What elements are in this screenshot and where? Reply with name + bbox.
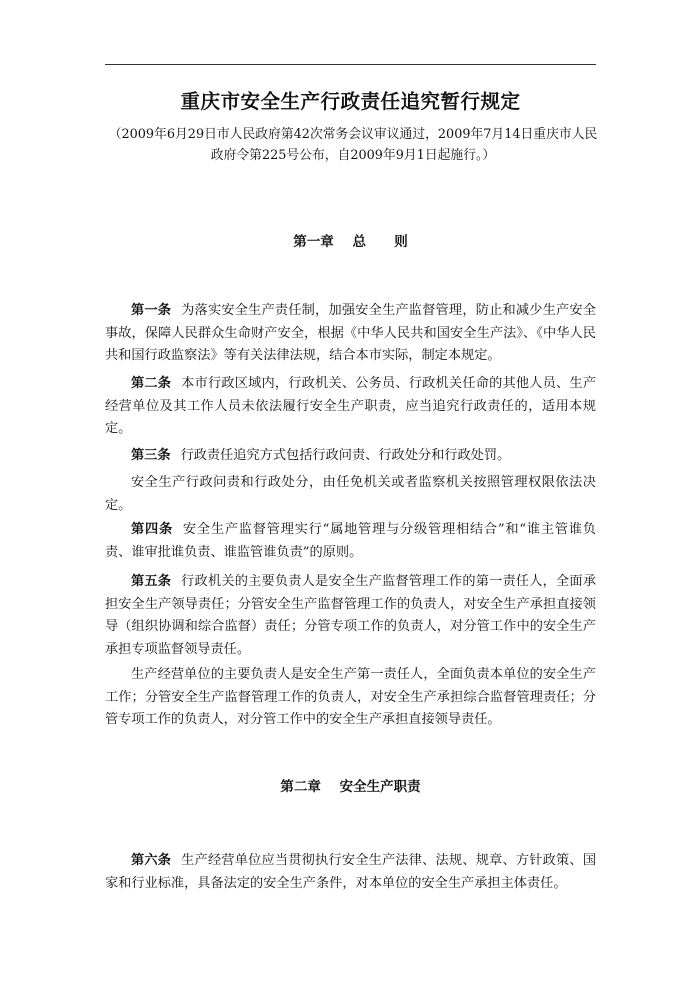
article-2 — [105, 373, 596, 441]
article-5 — [105, 571, 596, 661]
article-3-text: 行政责任追究方式包括行政问责、行政处分和行政处罚。 — [180, 448, 511, 463]
article-1 — [105, 300, 596, 368]
article-3-paragraph-2: 安全生产行政问责和行政处分，由任免机关或者监察机关按照管理权限依法决定。 — [105, 475, 596, 513]
article-2-text: 本市行政区域内，行政机关、公务员、行政机关任命的其他人员、生产经营单位及其工作人员未依法履行安全生产职责，应当追究行政责任的，适用本规定。 — [105, 376, 597, 437]
article-6-heading: 第六条 — [131, 853, 172, 868]
article-1-heading: 第一条 — [131, 303, 172, 318]
article-3 — [105, 445, 596, 468]
chapter-2-title: 第二章 安全生产职责 — [280, 779, 421, 795]
article-4-text: 安全生产监督管理实行“属地管理与分级管理相结合”和“谁主管谁负责、谁审批谁负责、谁监管谁负责”的原则。 — [105, 522, 596, 560]
article-1-text: 为落实安全生产责任制，加强安全生产监督管理，防止和减少生产安全事故，保障人民群众生命财产安全，根据《中华人民共和国安全生产法》、《中华人民共和国行政监察法》等有关法律法规，结合本市实际，制定本规定。 — [105, 303, 597, 364]
document-title: 重庆市安全生产行政责任追究暂行规定 — [180, 90, 521, 113]
article-5-heading: 第五条 — [131, 574, 172, 589]
document-adoption-note: （2009年6月29日市人民政府第42次常务会议审议通过，2009年7月14日重庆市人民政府令第225号公布，自2009年9月1日起施行。） — [108, 127, 598, 163]
header-rule — [105, 64, 596, 65]
article-2-heading: 第二条 — [131, 376, 172, 391]
chapter-1-title: 第一章 总 则 — [293, 234, 408, 250]
article-6-text: 生产经营单位应当贯彻执行安全生产法律、法规、规章、方针政策、国家和行业标准，具备法定的安全生产条件，对本单位的安全生产承担主体责任。 — [105, 853, 597, 891]
article-6 — [105, 850, 596, 895]
article-4 — [105, 519, 596, 564]
article-5-paragraph-2: 生产经营单位的主要负责人是安全生产第一责任人，全面负责本单位的安全生产工作；分管安全生产监督管理工作的负责人，对安全生产承担综合监督管理责任；分管专项工作的负责人，对分管工作中的安全生产承担直接领导责任。 — [105, 667, 596, 728]
article-3-heading: 第三条 — [131, 448, 171, 463]
article-5-text: 行政机关的主要负责人是安全生产监督管理工作的第一责任人，全面承担安全生产领导责任；分管安全生产监督管理工作的负责人，对安全生产承担直接领导（组织协调和综合监督）责任；分管专项工作的负责人，对分管工作中的安全生产承担专项监督领导责任。 — [105, 574, 597, 657]
article-4-heading: 第四条 — [131, 522, 173, 537]
